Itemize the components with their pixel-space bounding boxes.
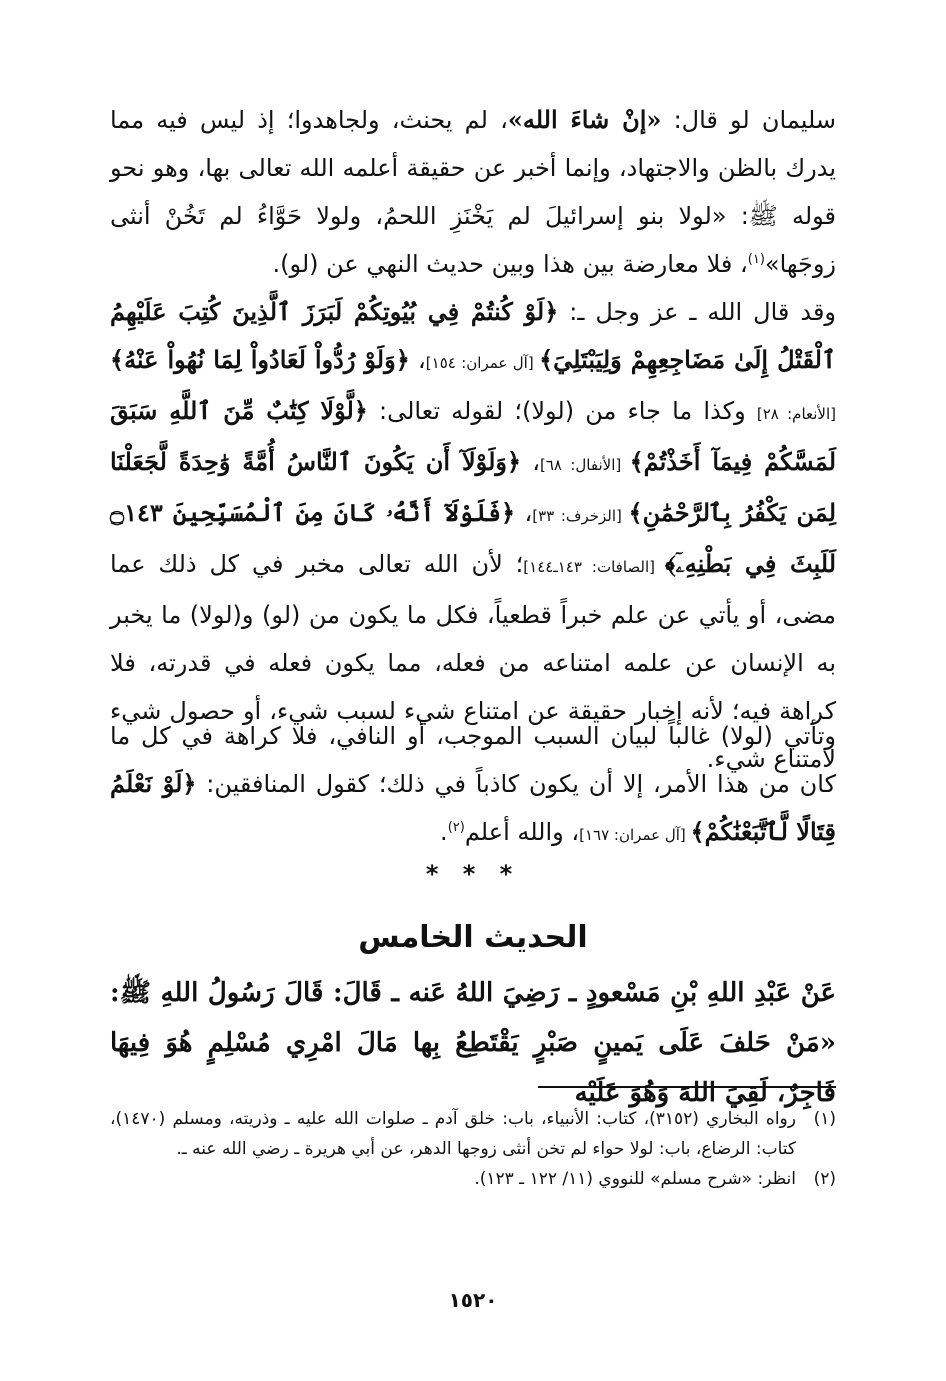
quran-verse: ﴿وَلَوْلَآ أَن يَكُونَ ٱلنَّاسُ أُمَّةً وَٰحِدَةً لَّجَعَلْنَا لِمَن يَكْفُرُ بِٱلرَّحْمَٰنِ﴾: [110, 447, 837, 527]
verse-reference: [الأنفال: ٦٨]: [540, 456, 630, 474]
footnote-text: رواه البخاري (٣١٥٢)، كتاب: الأنبياء، باب: خلق آدم ـ صلوات الله عليه ـ وذريته، ومسلم (١٤٧٠)، كتاب: الرضاع، باب: لولا حواء لم تخن أنثى زوجها الدهر، عن أبي هريرة ـ رضي الله عنه ـ.: [110, 1109, 796, 1159]
text-run: ،: [409, 346, 426, 374]
footnote-marker-1[interactable]: (١): [747, 252, 765, 267]
paragraph-1: [110, 96, 836, 288]
text-run: سليمان لو قال:: [661, 106, 837, 134]
text-run: ؛ لأن الله تعالى مخبر في كل ذلك عما مضى، أو يأتي عن علم خبراً قطعياً، فكل ما يكون من (لو) و(لولا) ما يخبر به الإنسان عن علمه امتناعه من فعله، مما يكون فعله في قدرته، فلا كراهة فيه؛ لأنه إخبار حقيقة عن امتناع شيء لسبب شيء، أو حصول شيء لامتناع شيء.: [110, 550, 836, 773]
quran-verse: ﴿لَوْ كُنتُمْ فِي بُيُوتِكُمْ لَبَرَزَ ٱلَّذِينَ كُتِبَ عَلَيْهِمُ ٱلْقَتْلُ إِلَىٰ مَضَاجِعِهِمْ وَلِيَبْتَلِيَ﴾: [110, 297, 837, 374]
text-run: وكذا ما جاء من (لولا)؛ لقوله تعالى:: [367, 397, 757, 425]
text-run: .: [440, 818, 448, 846]
footnote-number: (١): [813, 1109, 836, 1129]
footnote-1: [110, 1104, 836, 1164]
text-run: ، والله أعلم: [464, 818, 580, 846]
text-run: ، لم يحنث، ولجاهدوا؛ إذ ليس فيه مما يدرك بالظن والاجتهاد، وإنما أخبر عن حقيقة أعلمه الله تعالى بها، وهو نحو قوله ﷺ: «لولا بنو إسرائيلَ لم يَخْنَزِ اللحمُ، ولولا حَوَّاءُ لم تَخُنْ أنثى زوجَها»: [110, 106, 836, 278]
text-run: وتأتي (لولا) غالباً لبيان السبب الموجب، أو النافي، فلا كراهة في كل ما كان من هذا الأمر، إلا أن يكون كاذباً في ذلك؛ كقول المنافقين:: [110, 722, 836, 798]
footnote-number: (٢): [813, 1169, 836, 1189]
quoted-phrase: «إنْ شاءَ الله»: [507, 105, 662, 134]
verse-reference: [الأنعام: ٢٨]: [756, 405, 836, 423]
verse-reference: [آل عمران: ١٦٧]: [579, 826, 691, 844]
footnote-text: انظر: «شرح مسلم» للنووي (١١/ ١٢٢ ـ ١٢٣).: [474, 1169, 796, 1189]
footnote-divider: [538, 1086, 836, 1088]
verse-reference: [الصافات: ١٤٣ـ١٤٤]: [523, 558, 666, 576]
footnote-marker-2[interactable]: (٢): [447, 820, 465, 835]
verse-reference: [آل عمران: ١٥٤]: [425, 354, 540, 372]
hadith-text: عَنْ عَبْدِ اللهِ بْنِ مَسْعودٍ ـ رَضِيَ اللهُ عَنه ـ قَالَ: قَالَ رَسُولُ اللهِ ﷺ: «مَنْ حَلفَ عَلَى يَمينٍ صَبْرٍ يَقْتَطِعُ بِها مَالَ امْرِي مُسْلِمٍ هُوَ فِيهَا فَاجِرٌ، لَقِيَ اللهَ وَهُوَ عَلَيْه: [110, 978, 836, 1108]
quran-verse: ﴿وَلَوْ رُدُّواْ لَعَادُواْ لِمَا نُهُواْ عَنْهُ﴾: [110, 345, 410, 374]
footnotes: [110, 1104, 836, 1194]
text-run: ، فلا معارضة بين هذا وبين حديث النهي عن (لو).: [272, 250, 748, 278]
text-run: ،: [521, 448, 541, 476]
paragraph-3: [110, 712, 836, 859]
quran-verse: ﴿لَّوْلَا كِتَٰبٌ مِّنَ ٱللَّهِ سَبَقَ لَمَسَّكُمْ فِيمَآ أَخَذْتُمْ﴾: [110, 396, 837, 476]
section-title: الحديث الخامس: [358, 920, 588, 955]
footnote-2: [110, 1164, 836, 1194]
quran-verse: ﴿لَوْ نَعْلَمُ قِتَالًا لَّٱتَّبَعْنَٰكُمْ﴾: [110, 769, 836, 846]
page-number: ١٥٢٠: [448, 1288, 498, 1312]
text-run: وقد قال الله ـ عز وجل ـ:: [558, 298, 837, 326]
text-run: ،: [515, 499, 533, 527]
verse-reference: [الزخرف: ٣٣]: [532, 507, 629, 525]
paragraph-2: [110, 288, 836, 783]
quran-verse: ﴿فَلَوْلَآ أَنَّهُۥ كَانَ مِنَ ٱلْمُسَبِّحِينَ ۝١٤٣ لَلَبِثَ فِي بَطْنِهِۦٓ﴾: [110, 498, 837, 578]
section-separator: * * *: [425, 860, 521, 888]
